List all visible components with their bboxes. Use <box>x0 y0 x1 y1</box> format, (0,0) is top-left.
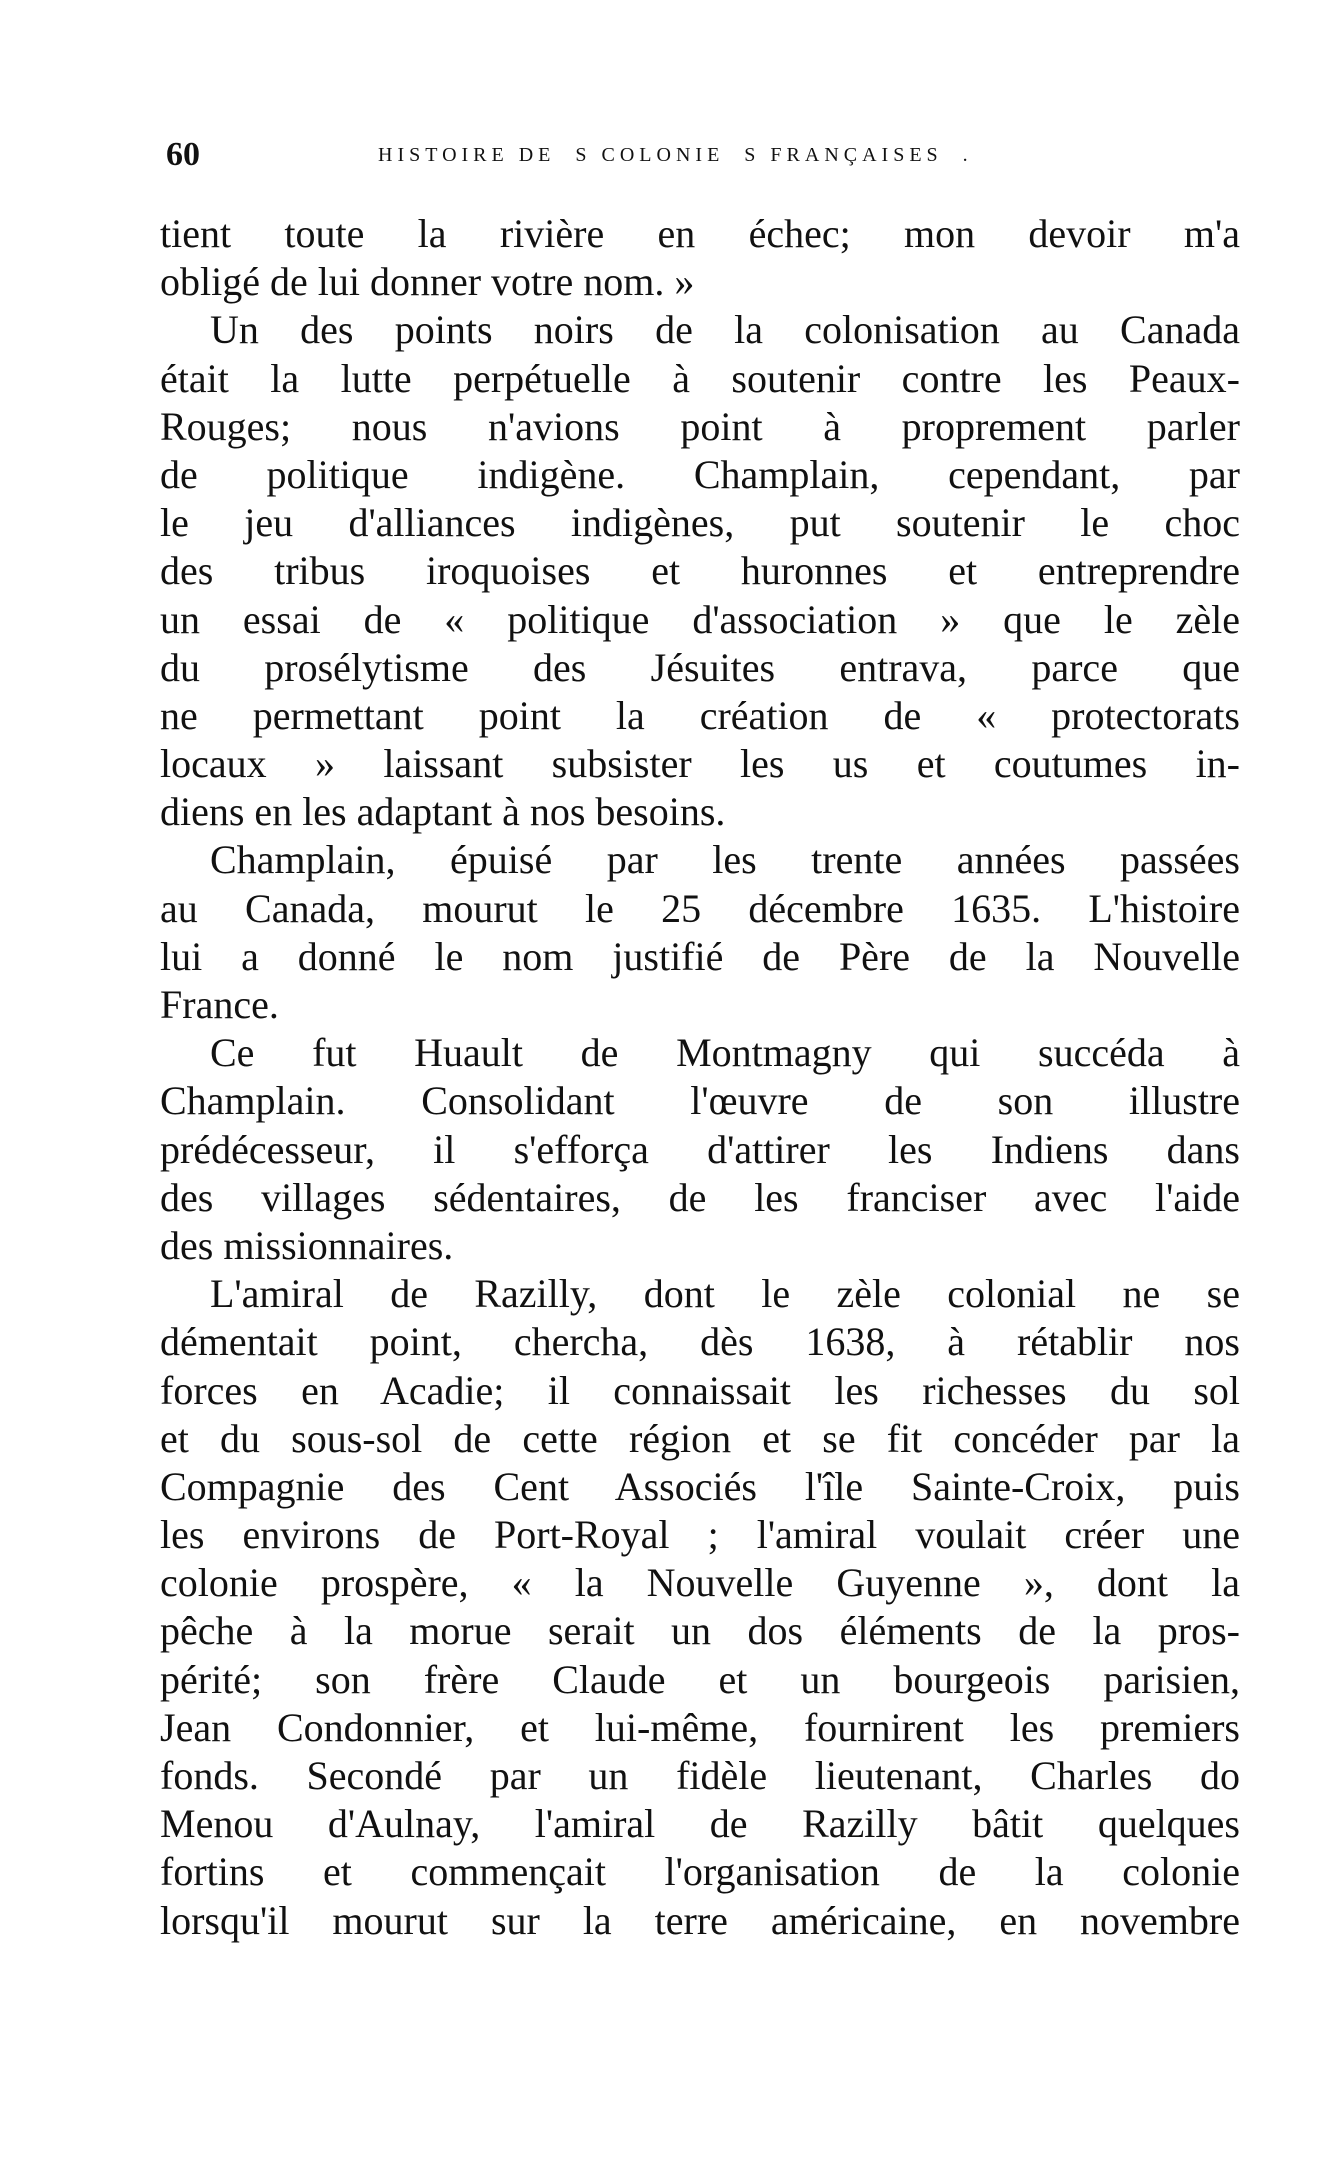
text-line: Champlain, épuisé par les trente années passées <box>210 837 1240 883</box>
text-line: des tribus iroquoises et huronnes et entreprendre <box>160 548 1240 594</box>
text-line: périté; son frère Claude et un bourgeois parisien, <box>160 1656 1240 1702</box>
text-line: fonds. Secondé par un fidèle lieutenant, Charles do <box>160 1753 1240 1798</box>
text-line: Champlain. Consolidant l'œuvre de son illustre <box>160 1078 1240 1124</box>
text-line: forces en Acadie; il connaissait les richesses du sol <box>160 1367 1240 1413</box>
text-line: des missionnaires. <box>160 1222 454 1268</box>
text-line: pêche à la morue serait un dos éléments de la pros- <box>160 1608 1240 1654</box>
text-line: France. <box>160 982 279 1027</box>
text-line: tient toute la rivière en échec; mon devoir m'a <box>160 211 1240 256</box>
text-line: le jeu d'alliances indigènes, put soutenir le choc <box>160 500 1240 546</box>
text-line: les environs de Port-Royal ; l'amiral voulait créer une <box>160 1512 1240 1558</box>
text-line: et du sous-sol de cette région et se fit concéder par la <box>160 1415 1240 1461</box>
text-line: diens en les adaptant à nos besoins. <box>160 789 726 835</box>
text-line: Ce fut Huault de Montmagny qui succéda à <box>210 1030 1240 1076</box>
text-line: au Canada, mourut le 25 décembre 1635. L'histoire <box>160 885 1240 931</box>
page-header <box>166 132 1236 178</box>
running-title: HISTOIRE DE S COLONIE S FRANÇAISES . <box>378 144 973 166</box>
text-line: de politique indigène. Champlain, cependant, par <box>160 451 1240 497</box>
text-line: Compagnie des Cent Associés l'île Sainte-Croix, puis <box>160 1463 1240 1509</box>
text-line: locaux » laissant subsister les us et coutumes in- <box>160 741 1240 787</box>
text-line: lorsqu'il mourut sur la terre américaine, en novembre <box>160 1897 1240 1943</box>
text-line: ne permettant point la création de « protectorats <box>160 692 1240 738</box>
text-line: des villages sédentaires, de les franciser avec l'aide <box>160 1174 1240 1220</box>
text-line: du prosélytisme des Jésuites entrava, parce que <box>160 644 1240 690</box>
text-line: Rouges; nous n'avions point à proprement parler <box>160 403 1240 449</box>
text-line: fortins et commençait l'organisation de la colonie <box>160 1849 1240 1895</box>
text-line: démentait point, chercha, dès 1638, à rétablir nos <box>160 1319 1240 1365</box>
text-line: obligé de lui donner votre nom. » <box>160 259 695 305</box>
text-line: Menou d'Aulnay, l'amiral de Razilly bâtit quelques <box>160 1801 1240 1847</box>
text-line: L'amiral de Razilly, dont le zèle colonial ne se <box>210 1271 1240 1317</box>
body-text <box>160 210 1240 1945</box>
text-line: colonie prospère, « la Nouvelle Guyenne », dont la <box>160 1560 1240 1606</box>
text-line: Un des points noirs de la colonisation au Canada <box>210 307 1240 353</box>
page-number: 60 <box>166 136 200 173</box>
text-line: était la lutte perpétuelle à soutenir contre les Peaux- <box>160 355 1240 401</box>
text-line: un essai de « politique d'association » que le zèle <box>160 596 1240 642</box>
text-line: prédécesseur, il s'efforça d'attirer les Indiens dans <box>160 1126 1240 1172</box>
text-line: Jean Condonnier, et lui-même, fournirent les premiers <box>160 1704 1240 1750</box>
text-line: lui a donné le nom justifié de Père de la Nouvelle <box>160 933 1240 979</box>
